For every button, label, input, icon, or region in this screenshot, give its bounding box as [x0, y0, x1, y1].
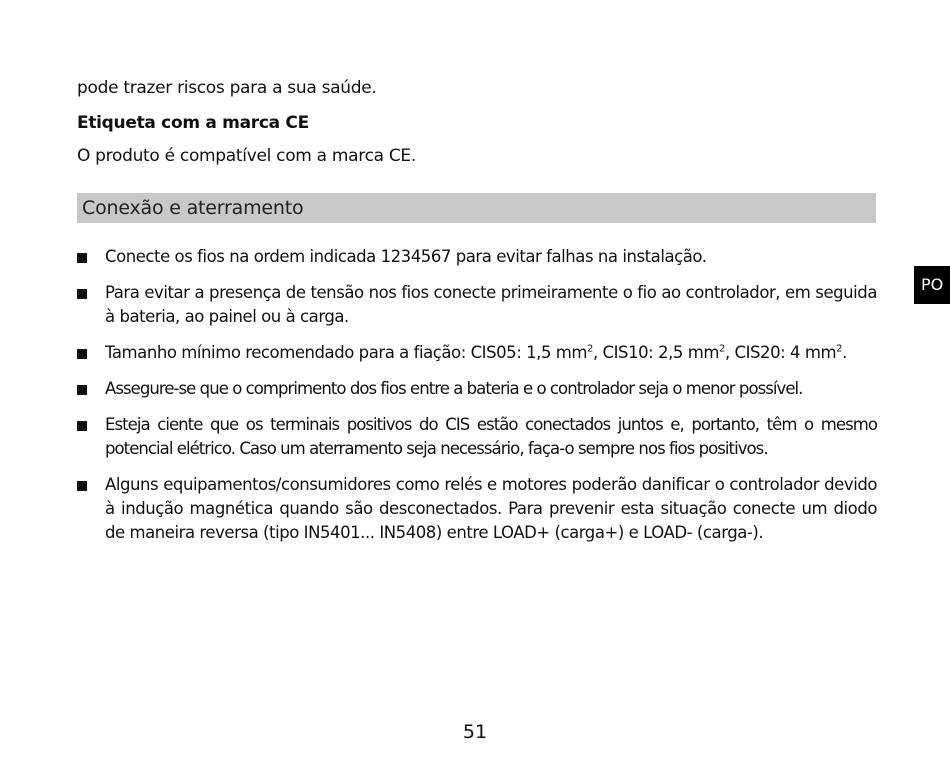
list-item-text: Esteja ciente que os terminais positivos do CIS estão conectados juntos e, portanto, têm o mesmo potencial elétrico. Caso um aterramento seja necessário, faça-o sempre nos fios positivos. [105, 415, 877, 458]
language-tab [914, 266, 950, 304]
section-header-bar [77, 193, 876, 223]
square-bullet-icon [77, 421, 87, 431]
section-title: Conexão e aterramento [82, 197, 304, 219]
ce-compatibility-text: O produto é compatível com a marca CE. [77, 146, 416, 166]
page-number: 51 [462, 721, 488, 743]
wire-size-suffix: . [842, 343, 847, 362]
list-item-text: Para evitar a presença de tensão nos fios conecte primeiramente o fio ao controlador, em seguida à bateria, ao painel ou à carga. [105, 283, 877, 326]
square-bullet-icon [77, 253, 87, 263]
list-item [77, 473, 877, 545]
wire-size-middle: , CIS20: 4 mm [724, 343, 837, 362]
list-item [77, 245, 877, 269]
list-item [77, 413, 877, 461]
superscript: 2 [836, 343, 843, 355]
instruction-list [77, 245, 877, 545]
square-bullet-icon [77, 385, 87, 395]
list-item [77, 377, 877, 401]
list-item [77, 341, 877, 365]
wire-size-text [105, 343, 847, 362]
wire-size-prefix: Tamanho mínimo recomendado para a fiação: CIS05: 1,5 mm [105, 343, 588, 362]
superscript: 2 [719, 343, 725, 355]
language-tab-label: PO [921, 275, 944, 294]
square-bullet-icon [77, 289, 87, 299]
superscript: 2 [587, 343, 593, 355]
intro-text-line: pode trazer riscos para a sua saúde. [77, 78, 377, 98]
square-bullet-icon [77, 481, 87, 491]
ce-label-heading: Etiqueta com a marca CE [77, 113, 309, 133]
square-bullet-icon [77, 349, 87, 359]
list-item-text: Alguns equipamentos/consumidores como relés e motores poderão danificar o controlador devido à indução magnética quando são desconectados. Para prevenir esta situação conecte um diodo de maneira reversa (tipo IN5401... IN5408) entre LOAD+ (carga+) e LOAD- (carga-). [105, 475, 877, 542]
list-item-text: Assegure-se que o comprimento dos fios entre a bateria e o controlador seja o menor possível. [105, 379, 803, 398]
list-item-text: Conecte os fios na ordem indicada 1234567 para evitar falhas na instalação. [105, 247, 707, 266]
wire-size-middle: , CIS10: 2,5 mm [592, 343, 720, 362]
list-item [77, 281, 877, 329]
